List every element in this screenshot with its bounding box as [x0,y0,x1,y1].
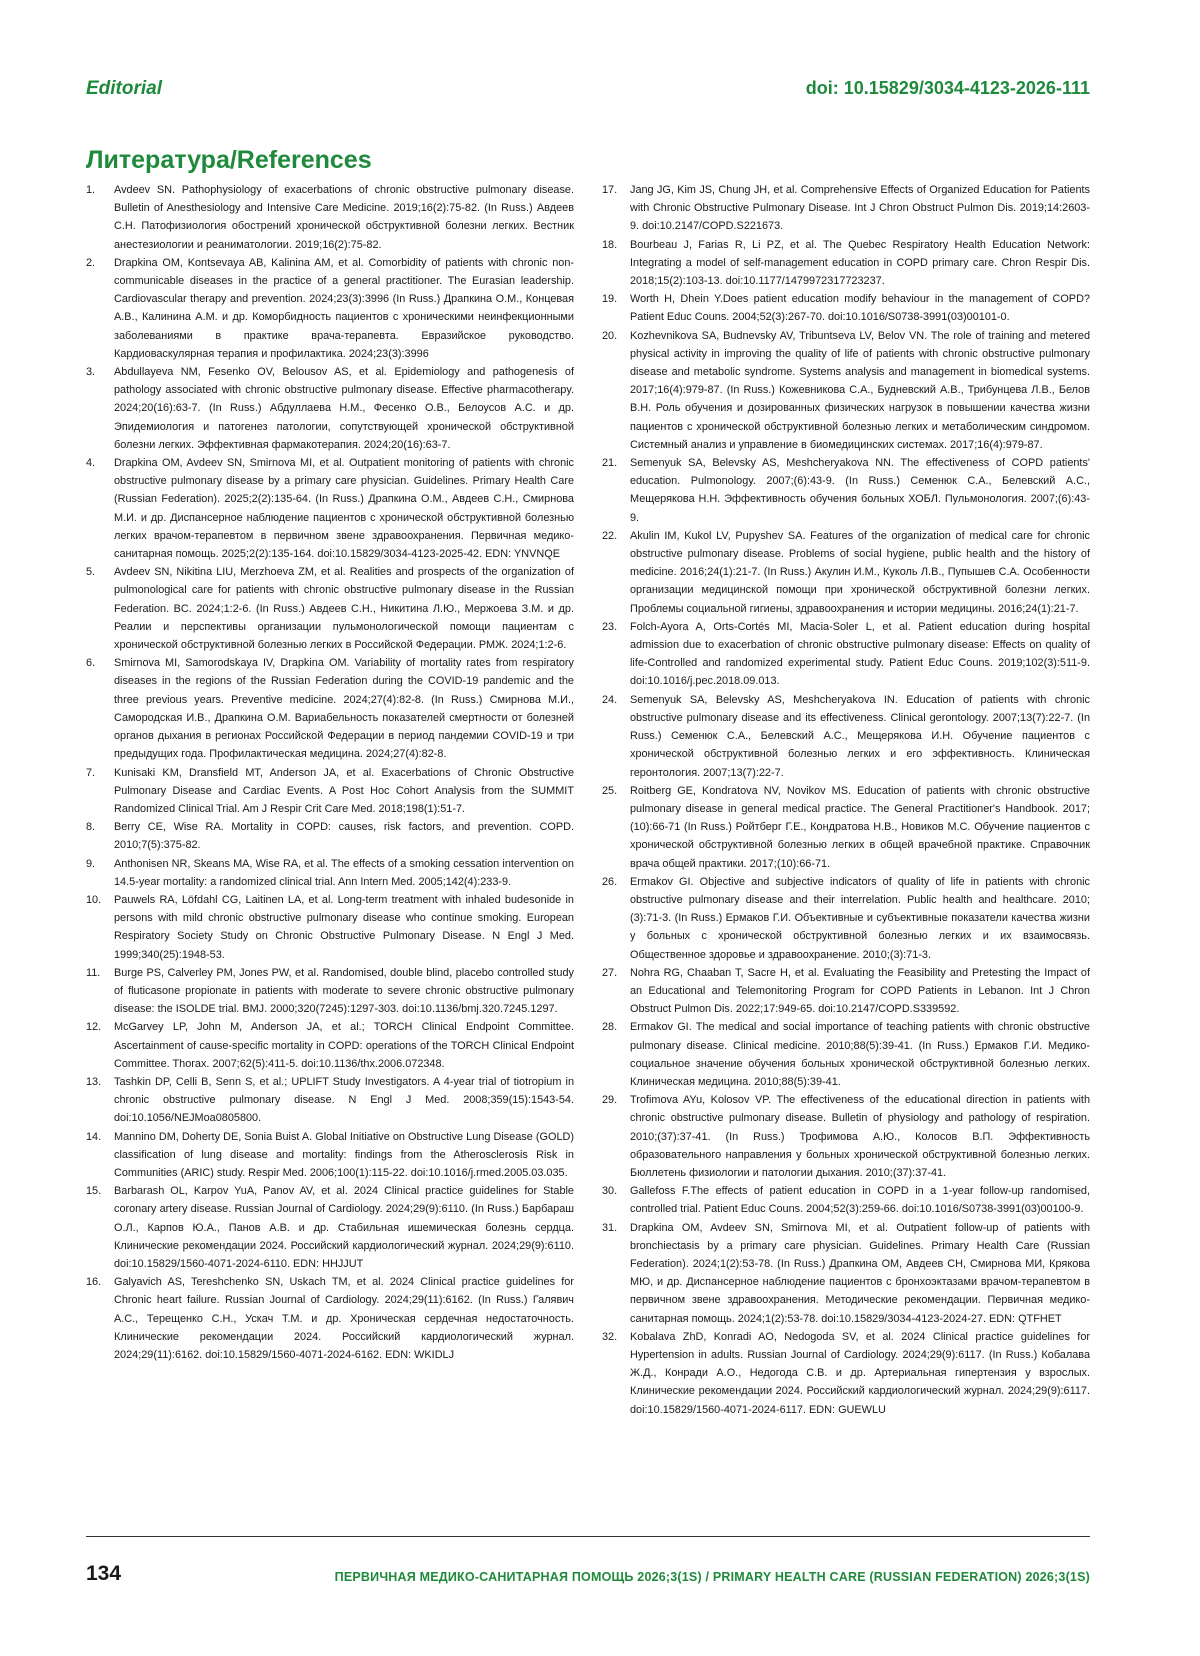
reference-text: Nohra RG, Chaaban T, Sacre H, et al. Evaluating the Feasibility and Pretesting the Impact of an Educational and Telemonitoring Program for COPD Patients in Lebanon. Int J Chron Obstruct Pulmon Dis. 2022;17:949-65. doi:10.2147/COPD.S339592. [630,966,1090,1016]
reference-number: 21. [602,457,618,470]
reference-text: Berry CE, Wise RA. Mortality in COPD: causes, risk factors, and prevention. COPD. 2010;7(5):375-82. [114,821,574,852]
references-column-left [86,181,574,1364]
reference-item [602,782,1090,873]
reference-text: Avdeev SN, Nikitina LIU, Merzhoeva ZM, et al. Realities and prospects of the organization of pulmonological care for patients with chronic obstructive pulmonary disease in the Russian Federation. BC. 2024;1:2-6. (In Russ.) Авдеев С.Н., Никитина Л.Ю., Мержоева З.М. и др. Реалии и перспективы организации пульмонологической помощи пациентам с хронической обструктивной болезнью легких в Российской Федерации. РМЖ. 2024;1:2-6. [114,566,574,652]
footer-divider [86,1536,1090,1537]
reference-item [86,818,574,854]
reference-number: 17. [602,184,618,196]
page-header [86,78,1090,106]
reference-number: 2. [86,256,96,269]
reference-text: Pauwels RA, Löfdahl CG, Laitinen LA, et al. Long-term treatment with inhaled budesonide in persons with mild chronic obstructive pulmonary disease who continue smoking. European Respiratory Society Study on Chronic Obstructive Pulmonary Disease. N Engl J Med. 1999;340(25):1948-53. [114,893,574,961]
reference-item [86,964,574,1019]
reference-text: Ermakov GI. The medical and social importance of teaching patients with chronic obstructive pulmonary disease. Clinical medicine. 2010;88(5):39-41. (In Russ.) Ермаков Г.И. Медико-социальное значение обучения больных хронической обструктивной болезнью легких. Клиническая медицина. 2010;88(5):39-41. [630,1021,1090,1088]
reference-number: 19. [602,293,618,306]
reference-item [602,290,1090,326]
reference-number: 5. [86,566,96,579]
references-heading: Литература/References [86,146,372,174]
reference-text: Kunisaki KM, Dransfield MT, Anderson JA, et al. Exacerbations of Chronic Obstructive Pulmonary Disease and Cardiac Events. A Post Hoc Cohort Analysis from the SUMMIT Randomized Clinical Trial. Am J Respir Crit Care Med. 2018;198(1):51-7. [114,766,574,815]
reference-number: 18. [602,238,618,251]
reference-text: Trofimova AYu, Kolosov VP. The effectiveness of the educational direction in patients with chronic obstructive pulmonary disease. Bulletin of physiology and pathology of respiration. 2010;(37):37-41. (In Russ.) Трофимова А.Ю., Колосов В.П. Эффективность образовательного направления у больных хронической обструктивной болезнью легких. Бюллетень физиологии и патологии дыхания. 2010;(37):37-41. [630,1094,1090,1179]
reference-item [86,454,574,563]
reference-number: 26. [602,875,618,888]
reference-item [602,454,1090,527]
reference-text: Avdeev SN. Pathophysiology of exacerbations of chronic obstructive pulmonary disease. Bulletin of Anesthesiology and Intensive Care Medicine. 2019;16(2):75-82. (In Russ.) Авдеев С.Н. Патофизиология обострений хронической обструктивной болезни легких. Вестник анестезиологии и реаниматологии. 2019;16(2):75-82. [114,184,574,251]
reference-number: 22. [602,529,618,542]
reference-item [602,1219,1090,1328]
reference-text: Tashkin DP, Celli B, Senn S, et al.; UPLIFT Study Investigators. A 4-year trial of tiotropium in chronic obstructive pulmonary disease. N Engl J Med. 2008;359(15):1543-54. doi:10.1056/NEJMoa0805800. [114,1075,574,1125]
reference-item [86,855,574,891]
reference-number: 32. [602,1330,618,1343]
reference-number: 28. [602,1021,618,1034]
reference-number: 16. [86,1276,102,1289]
reference-item [86,363,574,454]
reference-number: 31. [602,1221,618,1234]
reference-item [602,1091,1090,1182]
reference-text: Galyavich AS, Tereshchenko SN, Uskach TM, et al. 2024 Clinical practice guidelines for Chronic heart failure. Russian Journal of Cardiology. 2024;29(11):6162. (In Russ.) Галявич А.С., Терещенко С.Н., Ускач Т.М. и др. Хроническая сердечная недостаточность. Клинические рекомендации 2024. Российский кардиологический журнал. 2024;29(11):6162. doi:10.15829/1560-4071-2024-6162. EDN: WKIDLJ [114,1276,574,1361]
reference-text: Bourbeau J, Farias R, Li PZ, et al. The Quebec Respiratory Health Education Network: Integrating a model of self-management education in COPD primary care. Chron Respir Dis. 2018;15(2):103-13. doi:10.1177/1479972317723237. [630,238,1090,288]
page-number: 134 [86,1562,122,1585]
reference-item [602,1182,1090,1218]
reference-number: 3. [86,366,96,379]
reference-text: Gallefoss F.The effects of patient education in COPD in a 1-year follow-up randomised, controlled trial. Patient Educ Couns. 2004;52(3):259-66. doi:10.1016/S0738-3991(03)00100-9. [630,1185,1090,1216]
reference-text: Drapkina OM, Avdeev SN, Smirnova MI, et al. Outpatient monitoring of patients with chronic obstructive pulmonary disease by a primary care physician. Guidelines. Primary Health Care (Russian Federation). 2025;2(2):135-64. (In Russ.) Драпкина О.М., Авдеев С.Н., Смирнова М.И. и др. Диспансерное наблюдение пациентов с хронической обструктивной болезнью легких врачом-терапевтом в первичном звене здравоохранения. Первичная медико-санитарная помощь. 2025;2(2):135-164. doi:10.15829/3034-4123-2025-42. EDN: YNVNQE [114,457,574,561]
reference-number: 25. [602,784,618,797]
reference-number: 1. [86,184,96,196]
reference-text: Kozhevnikova SA, Budnevsky AV, Tribuntseva LV, Belov VN. The role of training and metered physical activity in improving the quality of life of patients with chronic obstructive pulmonary disease and metabolic syndrome. Systems analysis and management in biomedical systems. 2017;16(4):979-87. (In Russ.) Кожевникова С.А., Будневский А.В., Трибунцева Л.В., Белов В.Н. Роль обучения и дозированных физических нагрузок в повышении качества жизни пациентов с хронической обструктивной болезнью легких и метаболическим синдромом. Системный анализ и управление в биомедицинских системах. 2017;16(4):979-87. [630,329,1090,451]
reference-text: Barbarash OL, Karpov YuA, Panov AV, et al. 2024 Clinical practice guidelines for Stable coronary artery disease. Russian Journal of Cardiology. 2024;29(9):6110. (In Russ.) Барбараш О.Л., Карпов Ю.А., Панов А.В. и др. Стабильная ишемическая болезнь сердца. Клинические рекомендации 2024. Российский кардиологический журнал. 2024;29(9):6110. doi:10.15829/1560-4071-2024-6110. EDN: HHJJUT [114,1185,574,1270]
reference-item [602,527,1090,618]
doi-label: doi: 10.15829/3034-4123-2026-111 [805,78,1090,98]
journal-footer: ПЕРВИЧНАЯ МЕДИКО-САНИТАРНАЯ ПОМОЩЬ 2026;3(1S) / PRIMARY HEALTH CARE (RUSSIAN FEDERATION) 2026;3(1S) [334,1570,1090,1584]
reference-item [602,236,1090,291]
reference-text: Akulin IM, Kukol LV, Pupyshev SA. Features of the organization of medical care for chronic obstructive pulmonary disease. Problems of social hygiene, public health and the history of medicine. 2016;24(1):21-7. (In Russ.) Акулин И.М., Куколь Л.В., Пупышев С.А. Особенности организации медицинской помощи при хронической обструктивной болезни легких. Проблемы социальной гигиены, здравоохранения и истории медицины. 2016;24(1):21-7. [630,529,1090,615]
reference-item [86,891,574,964]
reference-item [602,964,1090,1019]
reference-item [86,563,574,654]
reference-number: 12. [86,1021,102,1034]
section-label: Editorial [86,78,163,99]
reference-number: 23. [602,620,618,633]
reference-item [602,873,1090,964]
reference-number: 14. [86,1130,102,1143]
reference-item [86,1018,574,1073]
reference-item [86,181,574,254]
reference-item [602,618,1090,691]
reference-item [602,1328,1090,1419]
reference-item [86,1073,574,1128]
reference-number: 15. [86,1185,102,1198]
reference-number: 24. [602,693,618,706]
reference-number: 20. [602,329,618,342]
reference-number: 7. [86,766,96,779]
reference-item [86,254,574,363]
reference-number: 29. [602,1094,618,1107]
reference-item [602,327,1090,454]
reference-text: Drapkina OM, Avdeev SN, Smirnova MI, et al. Outpatient follow-up of patients with bronchiectasis by a primary care physician. Guidelines. Primary Health Care (Russian Federation). 2024;1(2):53-78. (In Russ.) Драпкина ОМ, Авдеев СН, Смирнова МИ, Крякова МЮ, и др. Диспансерное наблюдение пациентов с бронхоэктазами врачом-терапевтом в первичном звене здравоохранения. Методические рекомендации. Первичная медико-санитарная помощь. 2024;1(2):53-78. doi:10.15829/3034-4123-2024-27. EDN: QTFHET [630,1221,1090,1325]
reference-text: Mannino DM, Doherty DE, Sonia Buist A. Global Initiative on Obstructive Lung Disease (GOLD) classification of lung disease and mortality: findings from the Atherosclerosis Risk in Communities (ARIC) study. Respir Med. 2006;100(1):115-22. doi:10.1016/j.rmed.2005.03.035. [114,1130,574,1179]
reference-text: Kobalava ZhD, Konradi AO, Nedogoda SV, et al. 2024 Clinical practice guidelines for Hypertension in adults. Russian Journal of Cardiology. 2024;29(9):6117. (In Russ.) Кобалава Ж.Д., Конради А.О., Недогода С.В. и др. Артериальная гипертензия у взрослых. Клинические рекомендации 2024. Российский кардиологический журнал. 2024;29(9):6117. doi:10.15829/1560-4071-2024-6117. EDN: GUEWLU [630,1330,1090,1416]
reference-text: Folch-Ayora A, Orts-Cortés MI, Macia-Soler L, et al. Patient education during hospital admission due to exacerbation of chronic obstructive pulmonary disease: Effects on quality of life-Controlled and randomized experimental study. Patient Educ Couns. 2019;102(3):511-9. doi:10.1016/j.pec.2018.09.013. [630,620,1090,688]
reference-number: 30. [602,1185,618,1198]
references-column-right [602,181,1090,1419]
reference-text: Semenyuk SA, Belevsky AS, Meshcheryakova NN. The effectiveness of COPD patients' education. Pulmonology. 2007;(6):43-9. (In Russ.) Семенюк С.А., Белевский А.С., Мещерякова Н.Н. Эффективность обучения больных ХОБЛ. Пульмонология. 2007;(6):43-9. [630,457,1090,524]
reference-text: Smirnova MI, Samorodskaya IV, Drapkina OM. Variability of mortality rates from respiratory diseases in the regions of the Russian Federation during the COVID-19 pandemic and the three previous years. Preventive medicine. 2024;27(4):82-8. (In Russ.) Смирнова М.И., Самородская И.В., Драпкина О.М. Вариабельность показателей смертности от болезней органов дыхания в регионах Российской Федерации в период пандемии COVID-19 и три предыдущих года. Профилактическая медицина. 2024;27(4):82-8. [114,657,574,761]
reference-item [602,691,1090,782]
reference-number: 4. [86,457,96,470]
reference-item [86,1182,574,1273]
reference-text: Semenyuk SA, Belevsky AS, Meshcheryakova IN. Education of patients with chronic obstructive pulmonary disease and its effectiveness. Clinical gerontology. 2007;13(7):22-7. (In Russ.) Семенюк С.А., Белевский А.С., Мещерякова И.Н. Обучение пациентов с хронической обструктивной болезнью легких и его эффективность. Клиническая геронтология. 2007;13(7):22-7. [630,693,1090,779]
reference-item [602,181,1090,236]
reference-text: Ermakov GI. Objective and subjective indicators of quality of life in patients with chronic obstructive pulmonary disease and their interrelation. Public health and healthcare. 2010;(3):71-3. (In Russ.) Ермаков Г.И. Объективные и субъективные показатели качества жизни у больных с хронической обструктивной болезнью легких и их взаимосвязь. Общественное здоровье и здравоохранение. 2010;(3):71-3. [630,875,1090,961]
reference-text: McGarvey LP, John M, Anderson JA, et al.; TORCH Clinical Endpoint Committee. Ascertainment of cause-specific mortality in COPD: operations of the TORCH Clinical Endpoint Committee. Thorax. 2007;62(5):411-5. doi:10.1136/thx.2006.072348. [114,1021,574,1070]
reference-text: Worth H, Dhein Y.Does patient education modify behaviour in the management of COPD? Patient Educ Couns. 2004;52(3):267-70. doi:10.1016/S0738-3991(03)00101-0. [630,293,1090,324]
reference-number: 9. [86,857,96,870]
reference-text: Drapkina OM, Kontsevaya AB, Kalinina AM, et al. Comorbidity of patients with chronic non-communicable diseases in the practice of a general practitioner. The Eurasian leadership. Cardiovascular therapy and prevention. 2024;23(3):3996 (In Russ.) Драпкина О.М., Концевая А.В., Калинина А.М. и др. Коморбидность пациентов с хроническими неинфекционными заболеваниями в практике врача-терапевта. Евразийское руководство. Кардиоваскулярная терапия и профилактика. 2024;23(3):3996 [114,256,574,360]
reference-number: 27. [602,966,618,979]
reference-text: Burge PS, Calverley PM, Jones PW, et al. Randomised, double blind, placebo controlled study of fluticasone propionate in patients with moderate to severe chronic obstructive pulmonary disease: the ISOLDE trial. BMJ. 2000;320(7245):1297-303. doi:10.1136/bmj.320.7245.1297. [114,966,574,1016]
reference-item [86,1273,574,1364]
reference-text: Roitberg GE, Kondratova NV, Novikov MS. Education of patients with chronic obstructive pulmonary disease in general medical practice. The General Practitioner's Handbook. 2017;(10):66-71 (In Russ.) Ройтберг Г.Е., Кондратова Н.В., Новиков М.С. Обучение пациентов с хронической обструктивной болезнью легких в общей врачебной практике. Справочник врача общей практики. 2017;(10):66-71. [630,784,1090,870]
reference-item [86,764,574,819]
reference-number: 13. [86,1075,102,1088]
reference-number: 11. [86,966,101,979]
reference-text: Jang JG, Kim JS, Chung JH, et al. Comprehensive Effects of Organized Education for Patients with Chronic Obstructive Pulmonary Disease. Int J Chron Obstruct Pulmon Dis. 2019;14:2603-9. doi:10.2147/COPD.S221673. [630,184,1090,233]
reference-item [86,1128,574,1183]
reference-text: Abdullayeva NM, Fesenko OV, Belousov AS, et al. Epidemiology and pathogenesis of pathology associated with chronic obstructive pulmonary disease. Effective pharmacotherapy. 2024;20(16):63-7. (In Russ.) Абдуллаева Н.М., Фесенко О.В., Белоусов А.С. и др. Эпидемиология и патогенез патологии, сопутствующей хронической обструктивной болезни легких. Эффективная фармакотерапия. 2024;20(16):63-7. [114,366,574,451]
reference-item [86,654,574,763]
reference-text: Anthonisen NR, Skeans MA, Wise RA, et al. The effects of a smoking cessation intervention on 14.5-year mortality: a randomized clinical trial. Ann Intern Med. 2005;142(4):233-9. [114,857,574,888]
reference-item [602,1018,1090,1091]
reference-number: 8. [86,821,96,834]
reference-number: 10. [86,893,102,906]
reference-number: 6. [86,657,96,670]
